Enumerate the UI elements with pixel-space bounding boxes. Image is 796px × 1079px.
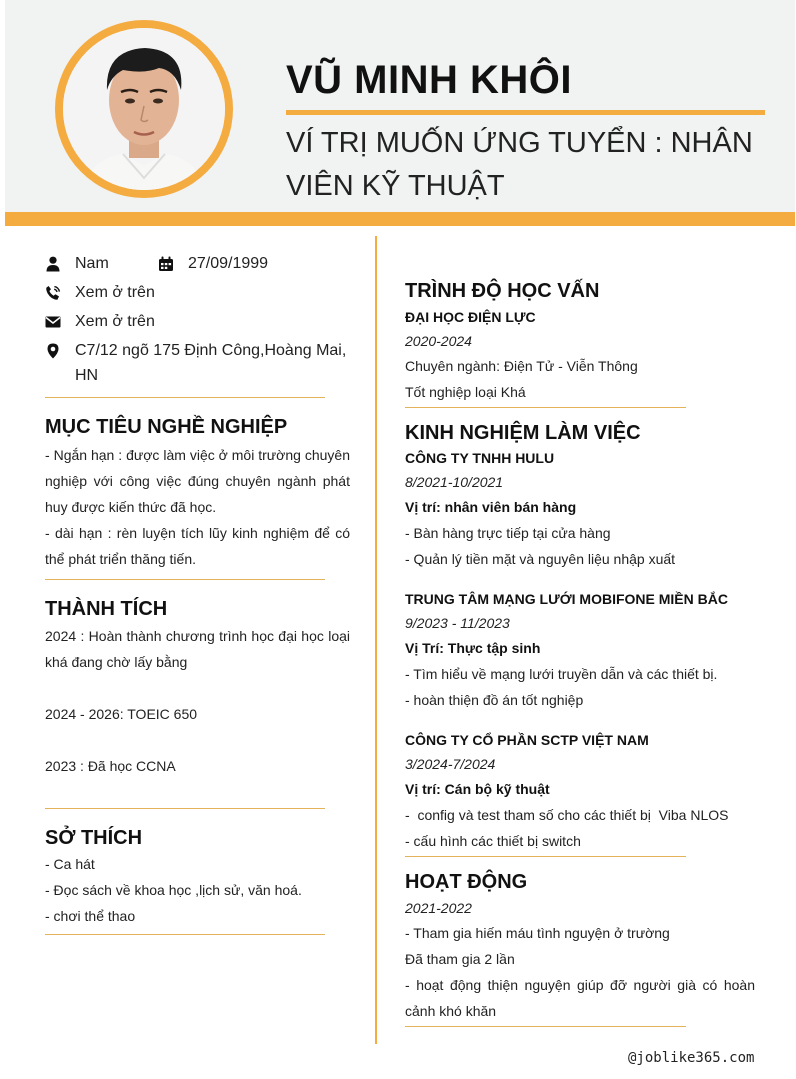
hobby-item: - Ca hát: [45, 856, 95, 872]
section-divider: [405, 856, 686, 857]
email-value: Xem ở trên: [75, 313, 155, 330]
header-accent-bar: [5, 212, 795, 226]
education-major: Chuyên ngành: Điện Tử - Viễn Thông: [405, 358, 638, 374]
job-task: - Tìm hiểu về mạng lưới truyền dẫn và các thiết bị.: [405, 666, 718, 682]
job-role: Vị Trí: Thực tập sinh: [405, 640, 541, 656]
desired-position: VÍ TRỊ MUỐN ỨNG TUYỂN : NHÂN VIÊN KỸ THUẬT: [286, 127, 753, 202]
section-divider: [405, 1026, 686, 1027]
calendar-icon: [158, 249, 188, 278]
name-underline: [286, 110, 765, 115]
phone-icon: [45, 278, 75, 307]
education-school: ĐẠI HỌC ĐIỆN LỰC: [405, 309, 536, 325]
career-goal-long-term: - dài hạn : rèn luyện tích lũy kinh nghiệm để có thể phát triển thăng tiến.: [45, 525, 350, 567]
hobby-item: - Đọc sách về khoa học ,lịch sử, văn hoá.: [45, 882, 302, 898]
achievement-item: 2023 : Đã học CCNA: [45, 758, 176, 774]
experience-title: KINH NGHIỆM LÀM VIỆC: [405, 422, 641, 444]
job-period: 3/2024-7/2024: [405, 756, 496, 772]
contact-row-phone: [45, 278, 350, 307]
section-divider: [45, 579, 325, 580]
job-period: 9/2023 - 11/2023: [405, 615, 510, 631]
section-divider: [45, 808, 325, 809]
job-period: 8/2021-10/2021: [405, 474, 504, 490]
job-company: CÔNG TY CỔ PHẦN SCTP VIỆT NAM: [405, 732, 649, 748]
education-title: TRÌNH ĐỘ HỌC VẤN: [405, 280, 600, 302]
footer-watermark: @joblike365.com: [628, 1050, 755, 1066]
right-column: [405, 278, 755, 1027]
activity-line: - Tham gia hiến máu tình nguyện ở trường: [405, 925, 670, 941]
hobby-item: - chơi thể thao: [45, 908, 136, 924]
person-icon: [45, 249, 75, 278]
achievement-item: 2024 - 2026: TOEIC 650: [45, 706, 198, 722]
job-role: Vị trí: Cán bộ kỹ thuật: [405, 781, 550, 797]
left-column: [45, 249, 350, 935]
location-pin-icon: [45, 336, 75, 365]
activities-period: 2021-2022: [405, 900, 472, 916]
contact-row-gender-birthdate: [45, 249, 350, 278]
job-task: - config và test tham số cho các thiết bị Viba NLOS: [405, 807, 729, 823]
job-task: - Bàn hàng trực tiếp tại cửa hàng: [405, 525, 611, 541]
contact-row-address: [45, 336, 350, 388]
education-period: 2020-2024: [405, 333, 472, 349]
job-task: - hoàn thiện đồ án tốt nghiệp: [405, 692, 584, 708]
section-divider: [45, 934, 325, 935]
career-goal-short-term: - Ngắn hạn : được làm việc ở môi trường chuyên nghiệp với công việc đúng chuyên ngành phát huy được kiến thức đã học.: [45, 447, 350, 515]
column-divider: [375, 236, 377, 1044]
job-role: Vị trí: nhân viên bán hàng: [405, 499, 577, 515]
hobbies-title: SỞ THÍCH: [45, 827, 143, 849]
avatar: [63, 28, 225, 190]
job-company: TRUNG TÂM MẠNG LƯỚI MOBIFONE MIỀN BẮC: [405, 591, 728, 607]
activity-line: - hoạt động thiện nguyện giúp đỡ người già có hoàn cảnh khó khăn: [405, 977, 755, 1019]
career-goal-title: MỤC TIÊU NGHỀ NGHIỆP: [45, 416, 288, 438]
envelope-icon: [45, 307, 75, 336]
address-value: C7/12 ngõ 175 Định Công,Hoàng Mai, HN: [75, 342, 347, 384]
achievements-title: THÀNH TÍCH: [45, 598, 168, 620]
gender-value: Nam: [75, 255, 109, 272]
education-grade: Tốt nghiệp loại Khá: [405, 384, 526, 400]
section-divider: [405, 407, 686, 408]
activity-line: Đã tham gia 2 lần: [405, 951, 515, 967]
job-task: - cấu hình các thiết bị switch: [405, 833, 581, 849]
job-task: - Quản lý tiền mặt và nguyên liệu nhập xuất: [405, 551, 676, 567]
section-divider: [45, 397, 325, 398]
activities-title: HOẠT ĐỘNG: [405, 871, 528, 893]
job-company: CÔNG TY TNHH HULU: [405, 450, 555, 466]
phone-value: Xem ở trên: [75, 284, 155, 301]
contact-row-email: [45, 307, 350, 336]
birthdate-value: 27/09/1999: [188, 255, 269, 272]
avatar-photo: [63, 28, 225, 190]
achievement-item: 2024 : Hoàn thành chương trình học đại học loại khá đang chờ lấy bằng: [45, 628, 350, 670]
candidate-name: VŨ MINH KHÔI: [286, 58, 572, 102]
